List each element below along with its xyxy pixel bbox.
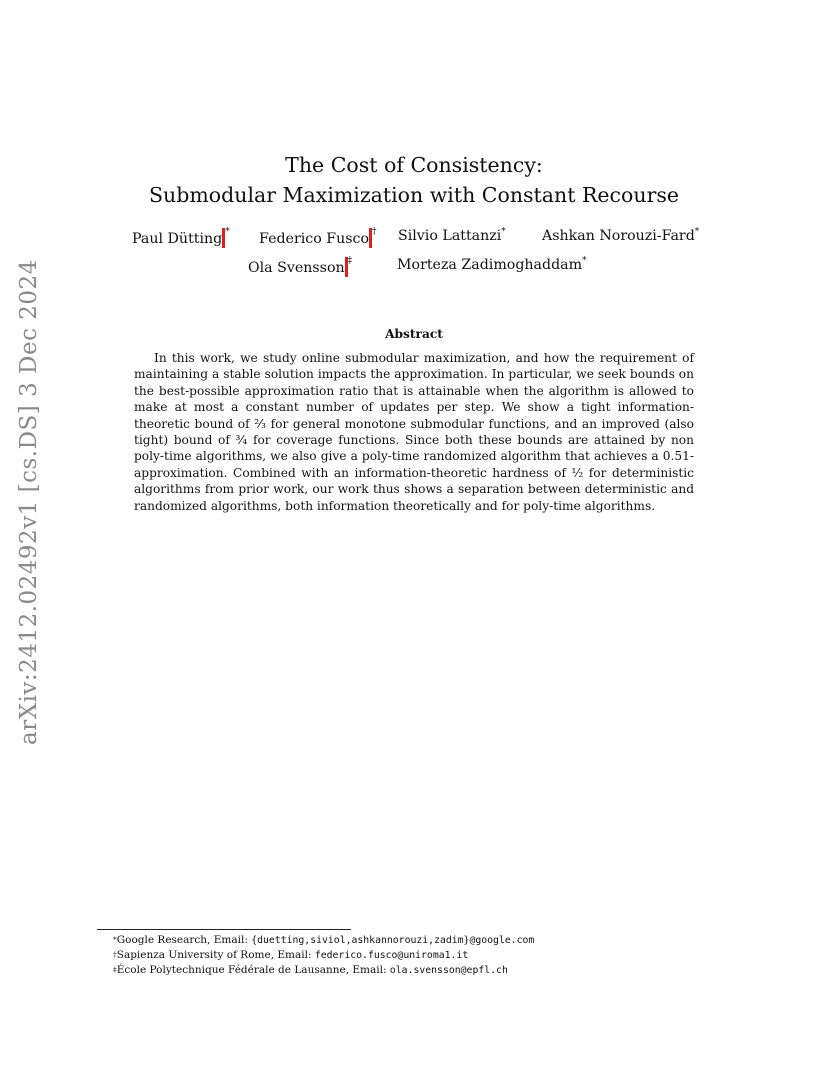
footnote-mark: * [225, 227, 230, 237]
abstract-body [134, 350, 694, 514]
abstract-text: In this work, we study online submodular maximization, and how the requirement of maintaining a stable solution impacts the approximation. In particular, we seek bounds on the best-possible approximation ratio that is attainable when the algorithm is allowed to make at most a constant number of updates per step. We show a tight information-theoretic bound of ²⁄₃ for general monotone submodular functions, and an improved (also tight) bound of ³⁄₄ for coverage functions. Since both these bounds are attained by non poly-time algorithms, we also give a poly-time randomized algorithm that achieves a 0.51-approximation. Combined with an information-theoretic hardness of ¹⁄₂ for deterministic algorithms from prior work, our work thus shows a separation between deterministic and randomized algorithms, both information theoretically and for poly-time algorithms. [134, 351, 694, 513]
author-name: Morteza Zadimoghaddam [397, 257, 583, 273]
footnote-mark: † [372, 227, 377, 237]
author-ashkan-norouzi-fard [542, 228, 699, 244]
arxiv-identifier-stamp: arXiv:2412.02492v1 [cs.DS] 3 Dec 2024 [16, 259, 42, 745]
footnote-epfl [113, 963, 534, 978]
footnote-email[interactable]: federico.fusco@uniroma1.it [314, 950, 469, 961]
footnote-google [113, 933, 534, 948]
footnote-mark: † [113, 950, 117, 959]
title-line-2: Submodular Maximization with Constant Recourse [148, 183, 680, 207]
footnote-email[interactable]: {duetting,siviol,ashkannorouzi,zadim}@google.com [251, 935, 535, 946]
footnote-divider [97, 929, 351, 930]
author-silvio-lattanzi [398, 228, 506, 244]
author-name: Ashkan Norouzi-Fard [542, 228, 695, 244]
author-name: Ola Svensson [248, 260, 345, 276]
footnote-email[interactable]: ola.svensson@epfl.ch [389, 965, 508, 976]
title-line-1: The Cost of Consistency: [285, 153, 543, 177]
footnote-text: Sapienza University of Rome, Email: [116, 949, 315, 961]
footnote-mark: * [501, 227, 506, 237]
author-paul-dutting [132, 228, 230, 248]
author-name: Silvio Lattanzi [398, 228, 502, 244]
author-morteza-zadimoghaddam [397, 257, 587, 273]
paper-title [0, 150, 828, 210]
abstract-heading: Abstract [385, 327, 443, 341]
author-name: Paul Dütting [132, 231, 223, 247]
footnotes [113, 933, 534, 978]
footnote-mark: * [694, 227, 700, 237]
footnote-mark: * [582, 256, 587, 266]
footnote-mark: ‡ [347, 256, 353, 266]
author-ola-svensson [248, 257, 352, 277]
footnote-mark: ‡ [113, 965, 117, 974]
footnote-mark: * [113, 935, 117, 944]
author-federico-fusco [259, 228, 377, 248]
author-name: Federico Fusco [259, 231, 370, 247]
footnote-sapienza [113, 948, 534, 963]
footnote-text: École Polytechnique Fédérale de Lausanne, Email: [116, 964, 390, 976]
footnote-text: Google Research, Email: [116, 934, 252, 946]
